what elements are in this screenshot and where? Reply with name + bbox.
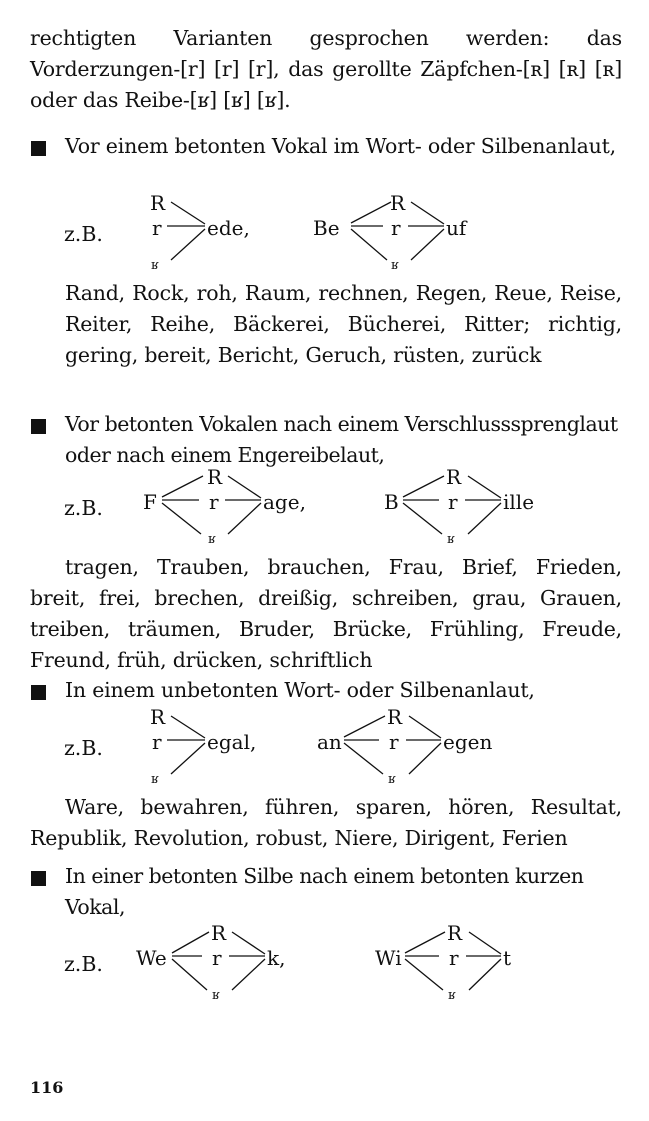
r-upper-symbol: R — [150, 705, 166, 729]
r-lower-symbol: ʁ — [208, 532, 216, 547]
example-suffix: k, — [267, 946, 286, 970]
r-upper-symbol: R — [207, 465, 223, 489]
example-prefix: B — [384, 490, 399, 514]
r-middle-symbol: r — [209, 490, 219, 514]
example-prefix: an — [317, 730, 342, 754]
r-lower-symbol: ʁ — [151, 258, 159, 273]
r-middle-symbol: r — [389, 730, 399, 754]
item-4-diagram-1 — [136, 919, 336, 1029]
r-upper-symbol: R — [387, 705, 403, 729]
example-suffix: uf — [446, 216, 467, 240]
item-4-heading: In einer betonten Silbe nach einem betonten kurzen Vokal, — [65, 864, 584, 919]
r-lower-symbol: ʁ — [447, 532, 455, 547]
item-1-zb-label: z.B. — [64, 222, 103, 246]
example-suffix: egen — [443, 730, 493, 754]
square-bullet-icon — [31, 419, 46, 434]
r-middle-symbol: r — [152, 216, 162, 240]
square-bullet-icon — [31, 141, 46, 156]
example-suffix: egal, — [207, 730, 257, 754]
square-bullet-icon — [31, 685, 46, 700]
item-3-word-list: Ware, bewahren, führen, sparen, hören, Resultat, Republik, Revolution, robust, Niere, Dirigent, Ferien — [30, 795, 622, 850]
item-2-word-list: tragen, Trauben, brauchen, Frau, Brief, Frieden, breit, frei, brechen, dreißig, schreiben, grau, Grauen, treiben, träumen, Bruder, Brücke, Frühling, Freude, Freund, früh, drücken, schriftlich — [30, 555, 622, 672]
r-upper-symbol: R — [446, 465, 462, 489]
square-bullet-icon — [31, 871, 46, 886]
item-4-diagram-2 — [375, 919, 555, 1029]
item-3-zb-label: z.B. — [64, 736, 103, 760]
item-1-heading: Vor einem betonten Vokal im Wort- oder Silbenanlaut, — [65, 134, 616, 158]
r-lower-symbol: ʁ — [391, 258, 399, 273]
item-4-zb-label: z.B. — [64, 952, 103, 976]
example-prefix: We — [136, 946, 167, 970]
r-upper-symbol: R — [390, 191, 406, 215]
intro-paragraph: rechtigten Varianten gesprochen werden: das Vorderzungen-[r] [r] [r], das gerollte Zäpfchen-[ʀ] [ʀ] [ʀ] oder das Reibe-[ʁ] [ʁ] [ʁ]. — [30, 26, 622, 112]
item-2-heading: Vor betonten Vokalen nach einem Verschlusssprenglaut oder nach einem Engereibelaut, — [65, 412, 618, 467]
example-suffix: age, — [263, 490, 306, 514]
page-number: 116 — [30, 1078, 64, 1097]
example-suffix: ille — [503, 490, 535, 514]
r-middle-symbol: r — [449, 946, 459, 970]
r-middle-symbol: r — [391, 216, 401, 240]
example-suffix: t — [503, 946, 512, 970]
r-lower-symbol: ʁ — [448, 988, 456, 1003]
r-lower-symbol: ʁ — [212, 988, 220, 1003]
r-middle-symbol: r — [448, 490, 458, 514]
example-prefix: Be — [313, 216, 340, 240]
r-lower-symbol: ʁ — [388, 772, 396, 787]
r-middle-symbol: r — [152, 730, 162, 754]
example-prefix: Wi — [375, 946, 402, 970]
example-suffix: ede, — [207, 216, 250, 240]
item-2-zb-label: z.B. — [64, 496, 103, 520]
r-middle-symbol: r — [212, 946, 222, 970]
item-1-word-list: Rand, Rock, roh, Raum, rechnen, Regen, Reue, Reise, Reiter, Reihe, Bäckerei, Bücherei, Ritter; richtig, gering, bereit, Bericht, Geruch, rüsten, zurück — [65, 281, 622, 367]
r-upper-symbol: R — [211, 921, 227, 945]
example-prefix: F — [143, 490, 157, 514]
item-3-heading: In einem unbetonten Wort- oder Silbenanlaut, — [65, 678, 535, 702]
r-lower-symbol: ʁ — [151, 772, 159, 787]
r-upper-symbol: R — [447, 921, 463, 945]
r-upper-symbol: R — [150, 191, 166, 215]
